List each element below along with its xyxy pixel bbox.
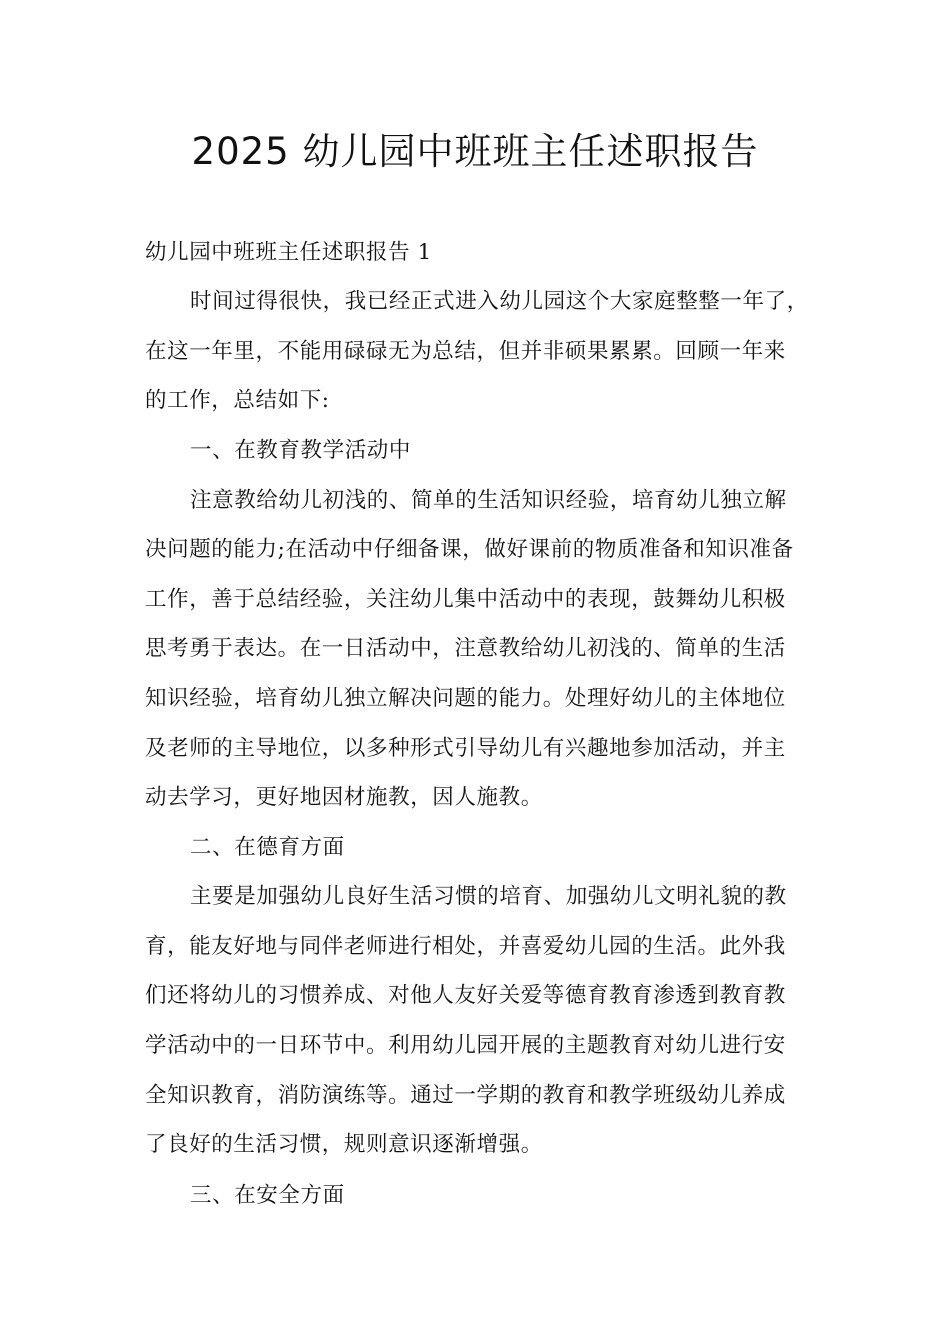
paragraph-line: 及老师的主导地位，以多种形式引导幼儿有兴趣地参加活动，并主: [145, 736, 786, 761]
paragraph-line: 工作，善于总结经验，关注幼儿集中活动中的表现，鼓舞幼儿积极: [145, 587, 786, 612]
paragraph-line: 时间过得很快，我已经正式进入幼儿园这个大家庭整整一年了，: [190, 289, 809, 314]
document-title: 2025 幼儿园中班班主任述职报告: [191, 130, 759, 173]
paragraph-line: 决问题的能力;在活动中仔细备课，做好课前的物质准备和知识准备: [145, 537, 794, 562]
subheading: 一、在教育教学活动中: [190, 438, 412, 463]
subheading: 三、在安全方面: [190, 1183, 345, 1208]
subheading: 二、在德育方面: [190, 835, 345, 860]
paragraph-line: 主要是加强幼儿良好生活习惯的培育、加强幼儿文明礼貌的教: [190, 884, 787, 909]
paragraph-line: 在这一年里，不能用碌碌无为总结，但并非硕果累累。回顾一年来: [145, 339, 786, 364]
paragraph-line: 动去学习，更好地因材施教，因人施教。: [145, 785, 543, 810]
paragraph-line: 注意教给幼儿初浅的、简单的生活知识经验，培育幼儿独立解: [190, 488, 787, 513]
paragraph-line: 知识经验，培育幼儿独立解决问题的能力。处理好幼儿的主体地位: [145, 686, 786, 711]
paragraph-line: 学活动中的一日环节中。利用幼儿园开展的主题教育对幼儿进行安: [145, 1033, 786, 1058]
section-heading: 幼儿园中班班主任述职报告 1: [145, 240, 432, 265]
paragraph-line: 思考勇于表达。在一日活动中，注意教给幼儿初浅的、简单的生活: [145, 636, 786, 661]
paragraph-line: 全知识教育，消防演练等。通过一学期的教育和教学班级幼儿养成: [145, 1083, 786, 1108]
paragraph-line: 的工作，总结如下:: [145, 388, 330, 413]
paragraph-line: 们还将幼儿的习惯养成、对他人友好关爱等德育教育渗透到教育教: [145, 983, 786, 1008]
paragraph-line: 了良好的生活习惯，规则意识逐渐增强。: [145, 1132, 543, 1157]
paragraph-line: 育，能友好地与同伴老师进行相处，并喜爱幼儿园的生活。此外我: [145, 934, 786, 959]
